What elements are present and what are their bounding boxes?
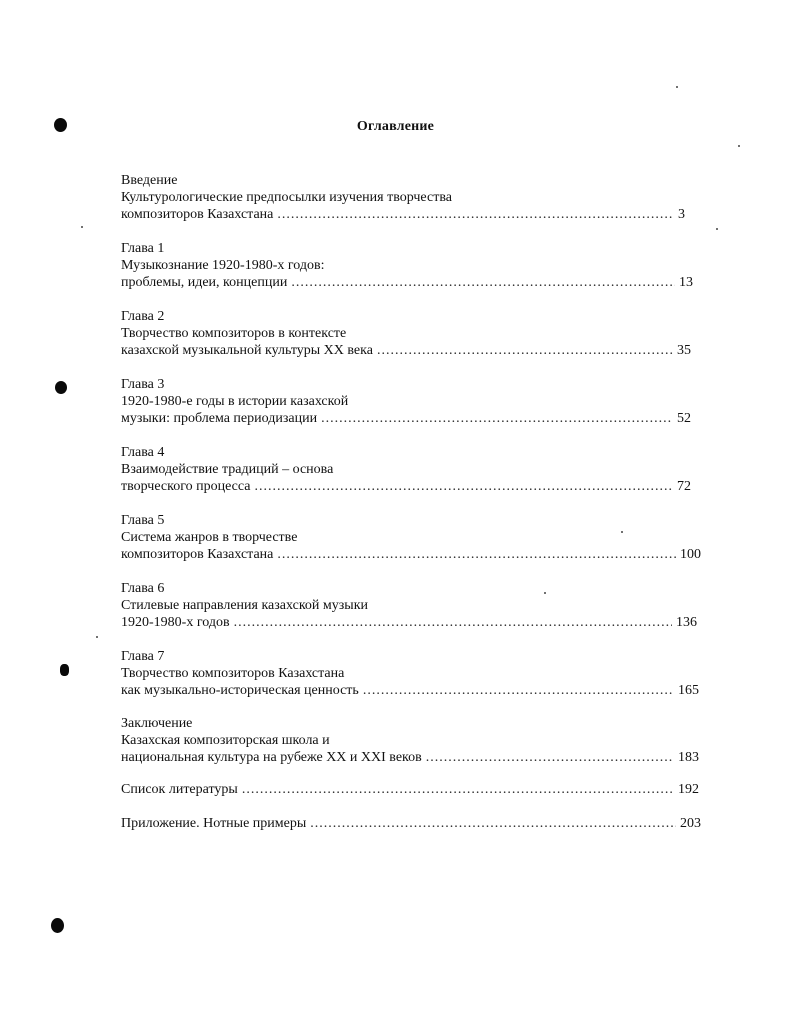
toc-entry-heading: Глава 3 <box>121 377 165 392</box>
dot-leader <box>242 781 674 798</box>
toc-entry-heading: Глава 2 <box>121 309 165 324</box>
dot-leader <box>321 410 673 427</box>
toc-page-number: 136 <box>676 615 697 630</box>
toc-entry-heading: Введение <box>121 173 178 188</box>
toc-entry-title-end: как музыкально-историческая ценность <box>121 683 359 698</box>
scan-dust <box>544 592 546 594</box>
toc-entry-heading: Глава 6 <box>121 581 165 596</box>
toc-entry-title-end: музыки: проблема периодизации <box>121 411 318 426</box>
toc-entry-title-end: Список литературы <box>121 782 238 797</box>
dot-leader <box>277 206 674 223</box>
toc-entry-leader-line <box>121 410 701 427</box>
toc-entry-leader-line <box>121 206 701 223</box>
toc-page-number: 100 <box>680 547 701 562</box>
toc-entry-chapter-5 <box>121 512 701 563</box>
toc-entry-chapter-3 <box>121 376 701 427</box>
toc-entry-title-line: Взаимодействие традиций – основа <box>121 462 334 477</box>
toc-entry-introduction <box>121 172 701 223</box>
toc-entry-leader-line <box>121 478 701 495</box>
toc-entry-title-end: композиторов Казахстана <box>121 207 274 222</box>
toc-page-number: 165 <box>678 683 699 698</box>
toc-entry-title-end: композиторов Казахстана <box>121 547 274 562</box>
toc-entry-title-line: Стилевые направления казахской музыки <box>121 598 369 613</box>
scan-speck <box>51 918 64 933</box>
toc-entry-leader-line <box>121 614 701 631</box>
toc-entry-conclusion <box>121 715 701 766</box>
toc-page-number: 3 <box>678 207 685 222</box>
toc-entry-chapter-7 <box>121 648 701 699</box>
toc-page-number: 192 <box>678 782 699 797</box>
dot-leader <box>310 815 676 832</box>
toc-entry-title-end: Приложение. Нотные примеры <box>121 816 307 831</box>
toc-entry-appendix <box>121 815 701 832</box>
scan-speck <box>60 664 69 676</box>
toc-entry-title-end: 1920-1980-х годов <box>121 615 230 630</box>
toc-page-number: 13 <box>679 275 693 290</box>
dot-leader <box>377 342 673 359</box>
toc-entry-title-line: Творчество композиторов в контексте <box>121 326 347 341</box>
toc-page-number: 72 <box>677 479 691 494</box>
toc-entry-title-line: Творчество композиторов Казахстана <box>121 666 345 681</box>
toc-entry-title-line: Культурологические предпосылки изучения творчества <box>121 190 452 205</box>
toc-page-number: 52 <box>677 411 691 426</box>
scan-dust <box>621 531 623 533</box>
toc-entry-title-end: творческого процесса <box>121 479 251 494</box>
toc-entry-heading: Глава 1 <box>121 241 165 256</box>
toc-entry-leader-line <box>121 749 701 766</box>
toc-entry-title-end: национальная культура на рубеже XX и XXI веков <box>121 750 422 765</box>
dot-leader <box>363 682 674 699</box>
toc-entry-leader-line <box>121 815 701 832</box>
toc-entry-chapter-6 <box>121 580 701 631</box>
toc-entry-leader-line <box>121 781 701 798</box>
toc-entry-title-line: Музыкознание 1920-1980-х годов: <box>121 258 325 273</box>
scan-dust <box>96 636 98 638</box>
dot-leader <box>254 478 673 495</box>
toc-entry-bibliography <box>121 781 701 798</box>
toc-entry-leader-line <box>121 274 701 291</box>
toc-page-number: 183 <box>678 750 699 765</box>
toc-entry-title-line: 1920-1980-е годы в истории казахской <box>121 394 349 409</box>
toc-entry-leader-line <box>121 546 701 563</box>
page-title: Оглавление <box>356 119 435 134</box>
dot-leader <box>291 274 675 291</box>
scan-speck <box>54 118 67 132</box>
scan-dust <box>716 228 718 230</box>
dot-leader <box>234 614 672 631</box>
toc-entry-leader-line <box>121 342 701 359</box>
toc-entry-title-line: Казахская композиторская школа и <box>121 733 330 748</box>
scan-speck <box>55 381 67 394</box>
toc-entry-title-end: казахской музыкальной культуры XX века <box>121 343 373 358</box>
toc-entry-heading: Заключение <box>121 716 193 731</box>
toc-entry-heading: Глава 5 <box>121 513 165 528</box>
toc-entry-chapter-4 <box>121 444 701 495</box>
dot-leader <box>426 749 674 766</box>
scan-dust <box>676 86 678 88</box>
toc-page-number: 35 <box>677 343 691 358</box>
toc-entry-heading: Глава 7 <box>121 649 165 664</box>
toc-entry-chapter-1 <box>121 240 701 291</box>
scan-dust <box>81 226 83 228</box>
scan-dust <box>738 145 740 147</box>
toc-entry-heading: Глава 4 <box>121 445 165 460</box>
toc-entry-leader-line <box>121 682 701 699</box>
dot-leader <box>277 546 676 563</box>
toc-entry-chapter-2 <box>121 308 701 359</box>
toc-entry-title-line: Система жанров в творчестве <box>121 530 298 545</box>
toc-page-number: 203 <box>680 816 701 831</box>
toc-entry-title-end: проблемы, идеи, концепции <box>121 275 288 290</box>
